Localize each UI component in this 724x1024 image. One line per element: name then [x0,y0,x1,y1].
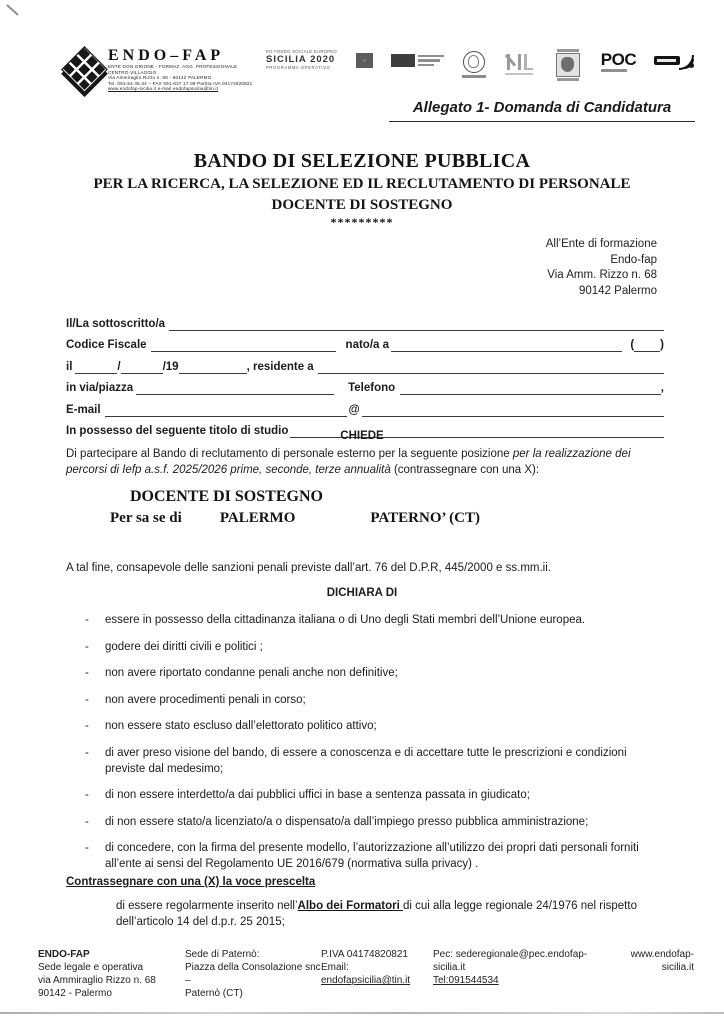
list-item [66,787,641,803]
footer-legal-address [38,948,185,1000]
chiede-part1: Di partecipare al Bando di reclutamento di personale esterno per la seguente posizione [66,448,513,460]
titolo-label: In possesso del seguente titolo di studio [66,425,289,437]
declaration-text: godere dei diritti civili e politici ; [105,640,263,653]
form-row-email [66,395,664,417]
choice-part3: di cui alla legge regionale 24/1976 nel rispetto dell’articolo 14 del d.p.r. 25 2015; [116,900,637,928]
list-item [66,665,641,681]
footer-pec: Pec: sederegionale@pec.endofap-sicilia.it [433,949,588,973]
regione-siciliana-crest-icon [553,49,583,82]
footer-website [601,948,698,1000]
declaration-text: di concedere, con la firma del presente modello, l’autorizzazione all’utilizzo dei propri dati personali forniti all’ente ai sensi del Regolamento UE 2016/679 (normativa sulla privacy) . [105,842,639,870]
footer-line: Sede legale e operativa [38,962,144,973]
footer-line: Sede di Paternò: [185,949,260,960]
sicilia-2020-sub: PROGRAMMA OPERATIVO [266,65,331,70]
giorno-blank [75,359,117,374]
codice-fiscale-label: Codice Fiscale [66,339,147,351]
email-domain-blank [362,402,664,417]
recipient-line: All’Ente di formazione [545,238,657,250]
via-label: in via/piazza [66,382,134,394]
footer-email-link: endofapsicilia@tin.it [321,975,411,986]
footer-piva: P.IVA 04174820821 [321,949,408,960]
sottoscritto-label: Il/La sottoscritto/a [66,317,166,330]
recipient-line: Endo-fap [610,253,657,266]
endofap-line5: www.endofap-sicilia.it e-mail endofapsicilia@tin.it [108,86,219,92]
declaration-text: di non essere interdetto/a dai pubblici uffici in base a sentenza passata in giudicato; [105,789,530,801]
anno-prefix: /19 [162,360,179,373]
dash-marker: - [85,640,89,653]
endofap-line2: CENTRO VILLAGGIO [108,69,157,75]
nato-a-label: nato/a a [345,339,390,351]
list-item [66,745,641,777]
header-logo-strip [62,46,696,102]
declaration-list [66,612,641,883]
endofap-name: ENDO–FAP [108,47,225,64]
provincia-paren-close: ) [660,339,664,351]
form-row-sottoscritto [66,309,664,331]
recipient-address [546,237,657,299]
email-label: E-mail [66,403,101,416]
eu-funding-logo [391,54,444,67]
dash-marker: - [85,815,89,828]
allegato-heading: Allegato 1- Domanda di Candidatura [389,99,695,122]
footer [38,948,698,1000]
title-stars: ********* [330,215,394,229]
anno-blank [179,359,247,374]
list-item [66,612,641,628]
list-item [66,692,641,708]
email-user-blank [105,402,347,417]
residente-label: , residente a [246,360,314,373]
via-blank [136,380,334,395]
title-line2: PER LA RICERCA, LA SELEZIONE ED IL RECLUTAMENTO DI PERSONALE [93,176,631,192]
poc-logo [601,52,636,72]
provincia-blank [634,337,660,352]
declaration-text: non avere procedimenti penali in corso; [105,693,306,706]
declaration-text: essere in possesso della cittadinanza italiana o di Uno degli Stati membri dell’Unione europea. [105,614,586,626]
scan-artifact [6,4,18,16]
telefono-blank [400,380,661,395]
form-row-data-nascita [66,352,664,374]
position-prefix: Per sa se di [110,510,182,526]
endofap-line1: ENTE DON ORIONE - FORMAZ. AGG. PROFESSIONALE [108,64,238,69]
declaration-text: non avere riportato condanne penali anche non definitive; [105,667,398,679]
il-label: il [66,360,73,373]
email-at: @ [348,403,360,416]
albo-formatori-emphasis: Albo dei Formatori [297,900,403,912]
form-row-via-telefono [66,374,664,396]
provincia-paren-open: ( [630,339,635,351]
declaration-text: di aver preso visione del bando, di essere a conoscenza e di accettare tutte le prescrizioni e condizioni previste dal medesimo; [105,746,627,775]
dash-marker: - [85,842,89,854]
sottoscritto-blank [169,316,664,331]
dash-marker: - [85,693,89,706]
nato-a-blank [391,337,622,352]
endofap-line4: Tel. 091-54.45.34 – FAX 091-637.17.09 Partita IVA 04174820821 [108,80,253,86]
footer-org-name: ENDO-FAP [38,949,90,960]
dash-marker: - [85,667,89,679]
footer-tel-link: Tel:091544534 [433,975,499,986]
footer-pec-tel [433,948,601,1000]
title-line1: BANDO DI SELEZIONE PUBBLICA [193,150,531,172]
dash-marker: - [85,746,89,759]
telefono-comma: , [660,382,664,394]
chiede-part2-italic: per la realizzazione dei percorsi di Iefp a.s.f. 2025/2026 prime, seconde, terze annualità [66,448,631,476]
list-item [66,814,641,830]
footer-line: Paternò (CT) [185,988,243,999]
chiede-part3: (contrassegnare con una X): [390,463,540,476]
chiede-paragraph [66,447,666,478]
position-title: DOCENTE DI SOSTEGNO [130,488,323,505]
footer-email-line [321,961,433,987]
telefono-label: Telefono [348,382,396,394]
position-locations [110,507,480,529]
dash-marker: - [85,720,89,732]
declaration-text: non essere stato escluso dall’elettorato politico attivo; [105,720,377,732]
recipient-line: 90142 Palermo [579,284,657,297]
endofap-diamond-icon [62,46,108,96]
partner-logo-icon [505,52,535,78]
italian-republic-emblem-icon [461,51,487,78]
recipient-line: Via Amm. Rizzo n. 68 [547,269,657,281]
footer-line: Piazza della Consolazione snc – [185,962,321,986]
application-form-fields [66,309,664,438]
sanctions-notice: A tal fine, consapevole delle sanzioni penali previste dall’art. 76 del D.P.R, 445/2000 e ss.mm.ii. [66,562,551,574]
declaration-text: di non essere stato/a licenziato/a o dispensato/a dall’impiego presso pubblica amministrazione; [105,815,589,828]
footer-line: 90142 - Palermo [38,988,112,999]
dash-marker: - [85,614,89,626]
slash1: / [117,360,121,373]
choice-option-albo [116,898,661,930]
endofap-line3: Via Ammiraglio Rizzo n. 68 - 90142 PALERMO [108,75,212,81]
confap-logo-icon [654,55,696,73]
position-city-palermo: PALERMO [219,510,296,526]
residente-blank [318,359,664,374]
chiede-heading: CHIEDE [340,430,384,442]
scan-edge-line [0,1012,724,1014]
eu-flag-icon [356,53,373,68]
list-item [66,840,641,872]
choice-part1: di essere regolarmente inserito nell’ [116,900,298,912]
list-item [66,718,641,734]
mese-blank [121,359,163,374]
sicilia-2020-top: PO FONDO SOCIALE EUROPEO [266,49,337,54]
dichiara-heading: DICHIARA DI [326,587,398,599]
footer-line: via Ammiraglio Rizzo n. 68 [38,975,156,986]
form-row-codice-fiscale [66,331,664,353]
endofap-letterhead [108,46,252,92]
codice-fiscale-blank [151,337,336,352]
position-block [110,487,480,529]
position-city-paterno: PATERNO’ (CT) [370,510,480,526]
list-item [66,639,641,655]
footer-paterno-address [185,948,321,1000]
poc-name: POC [600,50,637,69]
title-line3: DOCENTE DI SOSTEGNO [271,197,453,213]
sicilia-2020-logo [266,49,338,70]
sicilia-2020-name: SICILIA 2020 [266,54,336,65]
document-title-block [0,149,724,229]
footer-piva-email [321,948,433,1000]
choice-instruction: Contrassegnare con una (X) la voce prescelta [66,876,316,888]
footer-web-url: www.endofap-sicilia.it [630,949,694,973]
partner-logos [252,46,696,82]
endofap-logo-block [62,46,252,96]
dash-marker: - [85,789,89,801]
footer-email-label: Email: [321,962,349,973]
